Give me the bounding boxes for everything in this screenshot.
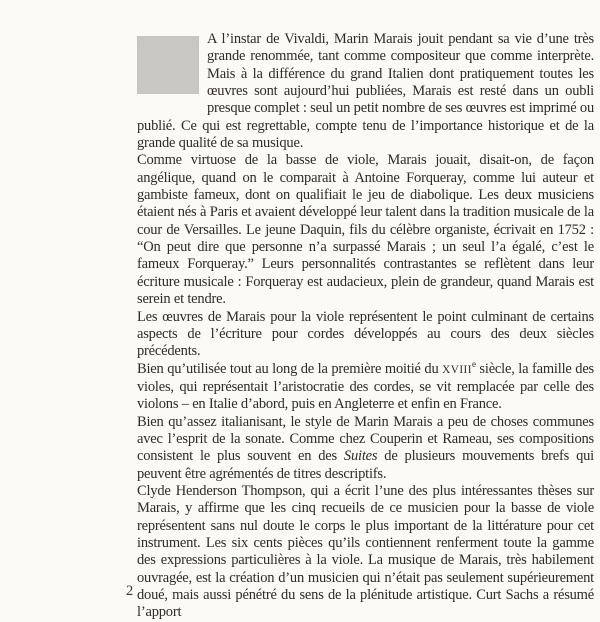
figure-image-placeholder bbox=[137, 36, 199, 94]
paragraph-1-text: A l’instar de Vivaldi, Marin Marais jouit pendant sa vie d’une très grande renommée, tant comme compositeur que comme interprète. Mais à la différence du grand Italien dont pratiquement toutes les œuvres sont aujourd’hui publiées, Marais est resté dans un oubli presque complet : seul un petit nombre de ses œuvres est imprimé ou publié. Ce qui est regrettable, compte tenu de l’importance historique et de la grande qualité de sa musique. bbox=[137, 31, 594, 152]
century-small-caps: XVIII bbox=[442, 363, 472, 376]
century-ordinal-superscript: e bbox=[472, 358, 476, 369]
paragraph-6-text: Clyde Henderson Thompson, qui a écrit l’une des plus intéressantes thèses sur Marais, y affirme que les cinq recueils de ce musicien pour la basse de viole représentent sans nul doute le corps le plus important de la littérature pour cet instrument. Les six cents pièces qu’ils contiennent renferment toute la gamme des expressions particulières à la viole. La musique de Marais, très habilement ouvragée, est la création d’un musicien qui n’était pas seulement supérieurement doué, mais aussi pénétré du sens de la plénitude artistique. Curt Sachs a résumé l’apport bbox=[137, 482, 594, 621]
article-text-block bbox=[137, 31, 594, 622]
paragraph-4 bbox=[137, 358, 594, 414]
paragraph-4-text-pre: Bien qu’utilisée tout au long de la première moitié du bbox=[137, 360, 443, 377]
paragraph-6 bbox=[137, 483, 594, 622]
paragraph-4-text-post: siècle, la famille des violes, qui représentait l’aristocratie des cordes, se vit remplacée par celle des violons – en Italie d’abord, puis en Angleterre et enfin en France. bbox=[137, 360, 594, 413]
paragraph-3-text: Les œuvres de Marais pour la viole représentent le point culminant de certains aspects de l’écriture pour cordes développés au cours des deux siècles précédents. bbox=[137, 308, 594, 360]
paragraph-2 bbox=[137, 152, 594, 308]
paragraph-5-text-post: de plusieurs mouvements brefs qui peuvent être agrémentés de titres descriptifs. bbox=[137, 448, 594, 482]
paragraph-1 bbox=[137, 31, 594, 152]
paragraph-5 bbox=[137, 414, 594, 483]
paragraph-5-text-pre: Bien qu’assez italianisant, le style de Marin Marais a peu de choses communes avec l’esprit de la sonate. Comme chez Couperin et Rameau, ses compositions consistent le plus souvent en des bbox=[137, 413, 594, 465]
page-number: 2 bbox=[126, 583, 134, 599]
paragraph-2-text: Comme virtuose de la basse de viole, Marais jouait, disait-on, de façon angélique, quand on le comparait à Antoine Forqueray, comme lui auteur et gambiste fameux, dont on qualifiait le jeu de diabolique. Les deux musiciens étaient nés à Paris et avaient développé leur talent dans la tradition musicale de la cour de Versailles. Le jeune Daquin, fils du célèbre organiste, écrivait en 1752 : “On peut dire que personne n’a surpassé Marais ; un seul l’a égalé, c’est le fameux Forqueray.” Leurs personnalités contrastantes se reflètent dans leur écriture musicale : Forqueray est audacieux, plein de grandeur, quand Marais est serein et tendre. bbox=[137, 152, 594, 308]
suites-italic-term: Suites bbox=[343, 448, 378, 465]
paragraph-3 bbox=[137, 309, 594, 361]
